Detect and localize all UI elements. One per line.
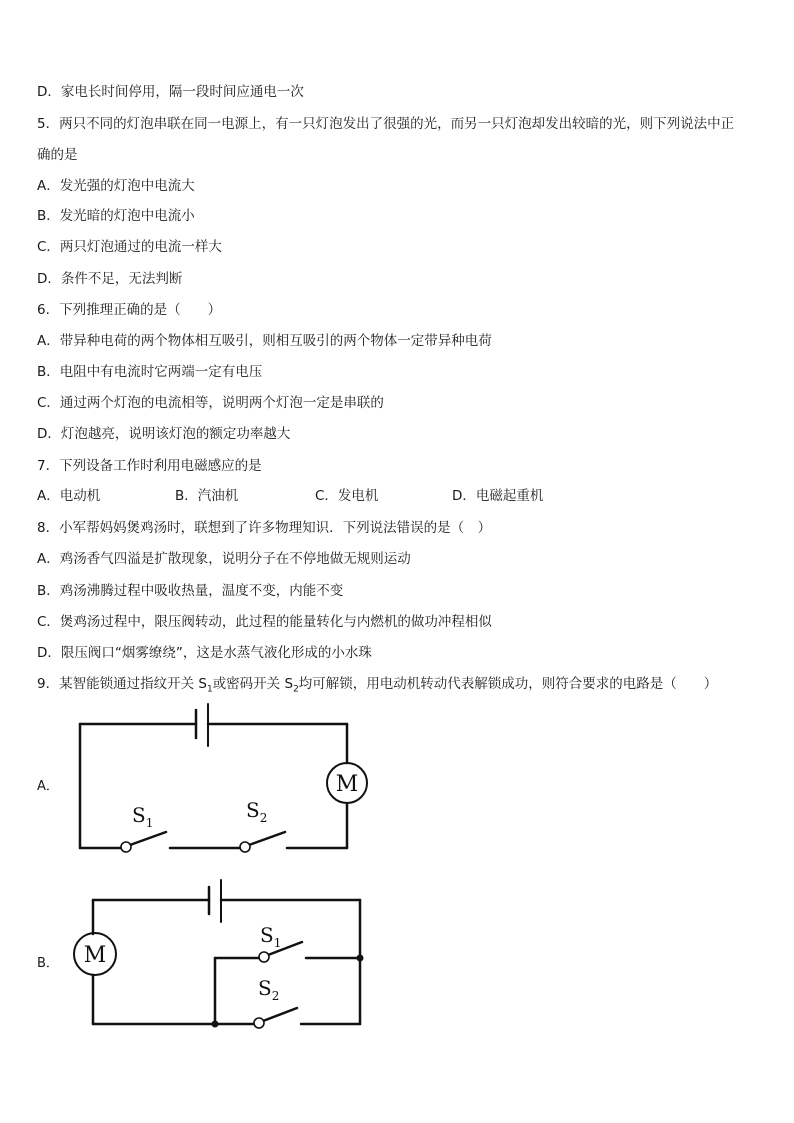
- q8-stem: 8．小军帮妈妈煲鸡汤时，联想到了许多物理知识．下列说法错误的是（ ）: [37, 520, 492, 536]
- q6-option-c: C．通过两个灯泡的电流相等，说明两个灯泡一定是串联的: [37, 395, 384, 411]
- q5-option-b: B．发光暗的灯泡中电流小: [37, 208, 195, 224]
- circuit-a-s1-label: $S_1$: [132, 803, 154, 830]
- q7-option-a: A．电动机: [37, 488, 101, 504]
- circuit-a-motor-label: M: [335, 772, 359, 797]
- q8-option-c: C．煲鸡汤过程中，限压阀转动，此过程的能量转化与内燃机的做功冲程相似: [37, 614, 492, 630]
- q8-option-d: D．限压阀口“烟雾缭绕”，这是水蒸气液化形成的小水珠: [37, 645, 372, 661]
- circuit-b-label: B．: [37, 956, 59, 971]
- q5-stem-cont: 确的是: [37, 147, 78, 163]
- circuit-b-motor-label: M: [83, 943, 107, 968]
- q8-option-a: A．鸡汤香气四溢是扩散现象，说明分子在不停地做无规则运动: [37, 551, 411, 567]
- q7-options: [37, 487, 757, 505]
- circuit-a-label: A．: [37, 779, 59, 794]
- q5-option-d: D．条件不足，无法判断: [37, 271, 183, 287]
- circuit-b-s2-label: $S_2$: [258, 976, 280, 1003]
- q6-option-b: B．电阻中有电流时它两端一定有电压: [37, 364, 263, 380]
- q4-option-d: D．家电长时间停用，隔一段时间应通电一次: [37, 84, 304, 100]
- q9-sub-1: 1: [206, 684, 213, 695]
- q6-option-d: D．灯泡越亮，说明该灯泡的额定功率越大: [37, 426, 291, 442]
- q8-option-b: B．鸡汤沸腾过程中吸收热量，温度不变，内能不变: [37, 583, 344, 599]
- q9-stem: 9．某智能锁通过指纹开关 $S_1$或密码开关 $S_2$均可解锁，用电动机转动代表解锁成功，则符合要求的电路是（ ）: [37, 676, 718, 695]
- q7-stem: 7．下列设备工作时利用电磁感应的是: [37, 458, 262, 474]
- circuit-b-s1-label: $S_1$: [260, 923, 282, 950]
- q6-option-a: A．带异种电荷的两个物体相互吸引，则相互吸引的两个物体一定带异种电荷: [37, 333, 492, 349]
- q5-option-c: C．两只灯泡通过的电流一样大: [37, 239, 222, 255]
- q9-sub-2: 2: [293, 684, 299, 695]
- circuit-a-s2-label: $S_2$: [246, 798, 268, 825]
- q5-option-a: A．发光强的灯泡中电流大: [37, 178, 195, 194]
- q7-option-b: B．汽油机: [175, 488, 239, 504]
- q6-stem: 6．下列推理正确的是（ ）: [37, 302, 222, 318]
- q7-option-d: D．电磁起重机: [452, 488, 544, 504]
- q5-stem: 5．两只不同的灯泡串联在同一电源上，有一只灯泡发出了很强的光，而另一只灯泡却发出较暗的光，则下列说法中正: [37, 116, 735, 132]
- q7-option-c: C．发电机: [315, 488, 379, 504]
